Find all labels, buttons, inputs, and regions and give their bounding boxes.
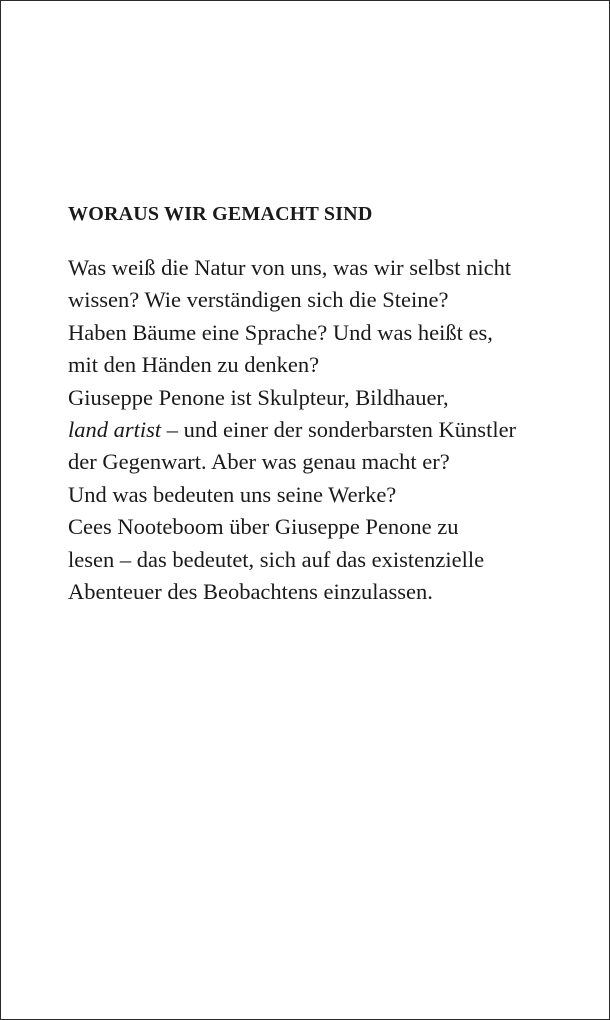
text-line: Was weiß die Natur von uns, was wir selbst nicht: [68, 255, 512, 280]
text-line: [68, 414, 588, 446]
text-line: Abenteuer des Beobachtens einzulassen.: [68, 579, 433, 605]
text-line: Und was bedeuten uns seine Werke?: [68, 481, 397, 507]
text-line: lesen – das bedeutet, sich auf das existenzielle: [68, 546, 485, 572]
text-line: mit den Händen zu denken?: [68, 352, 320, 378]
italic-term: land artist: [68, 417, 162, 443]
text-line: Haben Bäume eine Sprache? Und was heißt es,: [68, 319, 493, 345]
blurb-paragraph: [68, 252, 588, 608]
text-line: der Gegenwart. Aber was genau macht er?: [68, 449, 450, 475]
text-line: Cees Nooteboom über Giuseppe Penone zu: [68, 514, 459, 540]
text-line: Giuseppe Penone ist Skulpteur, Bildhauer,: [68, 384, 449, 410]
text-line: wissen? Wie verständigen sich die Steine?: [68, 287, 449, 313]
page-title: WORAUS WIR GEMACHT SIND: [68, 203, 373, 225]
text-line-rest: – und einer der sonderbarsten Künstler: [161, 417, 517, 443]
text-block: [68, 196, 588, 608]
